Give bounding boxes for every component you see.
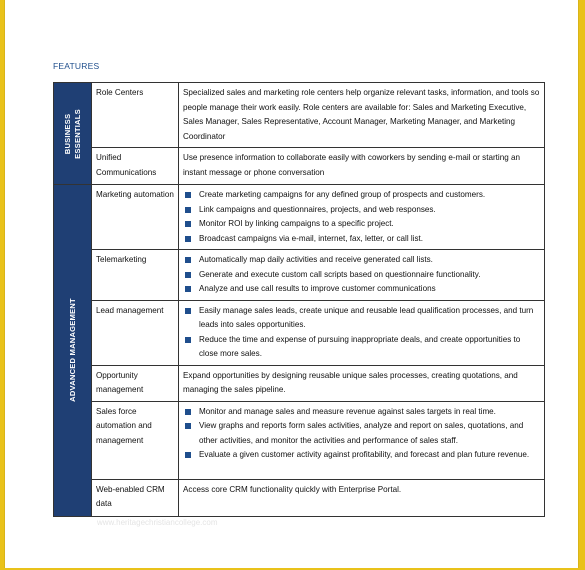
group-business-essentials — [54, 83, 92, 185]
list-item: Create marketing campaigns for any defined group of prospects and customers. — [183, 188, 540, 203]
feature-name: Sales force automation and management — [92, 401, 179, 479]
table-row — [54, 148, 545, 185]
square-bullet-icon — [185, 236, 191, 242]
group-label: BUSINESS ESSENTIALS — [62, 108, 82, 159]
square-bullet-icon — [185, 308, 191, 314]
feature-description — [179, 185, 545, 250]
feature-name: Telemarketing — [92, 250, 179, 301]
square-bullet-icon — [185, 452, 191, 458]
feature-description — [179, 250, 545, 301]
document-page — [4, 0, 579, 568]
list-item: Link campaigns and questionnaires, projects, and web responses. — [183, 203, 540, 218]
feature-name: Opportunity management — [92, 365, 179, 401]
feature-description — [179, 401, 545, 479]
table-row — [54, 401, 545, 479]
table-row — [54, 250, 545, 301]
list-item: Monitor ROI by linking campaigns to a specific project. — [183, 217, 540, 232]
feature-name: Marketing automation — [92, 185, 179, 250]
features-heading: FEATURES — [53, 61, 100, 71]
feature-name: Web-enabled CRM data — [92, 479, 179, 516]
list-item: View graphs and reports form sales activities, analyze and report on sales, quotations, and other activities, and monitor the activities and performance of sales staff. — [183, 419, 540, 448]
table-row — [54, 365, 545, 401]
list-item: Reduce the time and expense of pursuing inappropriate deals, and create opportunities to close more sales. — [183, 333, 540, 362]
list-item: Generate and execute custom call scripts based on questionnaire functionality. — [183, 268, 540, 283]
square-bullet-icon — [185, 272, 191, 278]
list-item: Evaluate a given customer activity against profitability, and forecast and plan future revenue. — [183, 448, 540, 463]
square-bullet-icon — [185, 192, 191, 198]
list-item: Analyze and use call results to improve customer communications — [183, 282, 540, 297]
square-bullet-icon — [185, 221, 191, 227]
group-advanced-management — [54, 185, 92, 517]
feature-name: Role Centers — [92, 83, 179, 148]
feature-name: Unified Communications — [92, 148, 179, 185]
table-row — [54, 185, 545, 250]
square-bullet-icon — [185, 207, 191, 213]
table-row — [54, 479, 545, 516]
group-label: ADVANCED MANAGEMENT — [67, 298, 77, 403]
square-bullet-icon — [185, 337, 191, 343]
square-bullet-icon — [185, 409, 191, 415]
features-table — [53, 82, 545, 517]
feature-description: Use presence information to collaborate easily with coworkers by sending e-mail or starting an instant message or phone conversation — [179, 148, 545, 185]
feature-description — [179, 300, 545, 365]
square-bullet-icon — [185, 257, 191, 263]
table-row — [54, 300, 545, 365]
list-item: Automatically map daily activities and receive generated call lists. — [183, 253, 540, 268]
square-bullet-icon — [185, 286, 191, 292]
table-row — [54, 83, 545, 148]
list-item: Broadcast campaigns via e-mail, internet, fax, letter, or call list. — [183, 232, 540, 247]
feature-name: Lead management — [92, 300, 179, 365]
feature-description: Expand opportunities by designing reusable unique sales processes, creating quotations, and managing the sales pipeline. — [179, 365, 545, 401]
list-item: Monitor and manage sales and measure revenue against sales targets in real time. — [183, 405, 540, 420]
watermark-text: www.heritagechristiancollege.com — [97, 518, 218, 527]
feature-description: Specialized sales and marketing role centers help organize relevant tasks, information, and tools so people manage their work easily. Role centers are available for: Sales and Marketing Executive, Sales Manager, Sales Representative, Account Manager, Marketing Manager, and Marketing Coordinator — [179, 83, 545, 148]
square-bullet-icon — [185, 423, 191, 429]
list-item: Easily manage sales leads, create unique and reusable lead qualification processes, and turn leads into sales opportunities. — [183, 304, 540, 333]
feature-description: Access core CRM functionality quickly with Enterprise Portal. — [179, 479, 545, 516]
